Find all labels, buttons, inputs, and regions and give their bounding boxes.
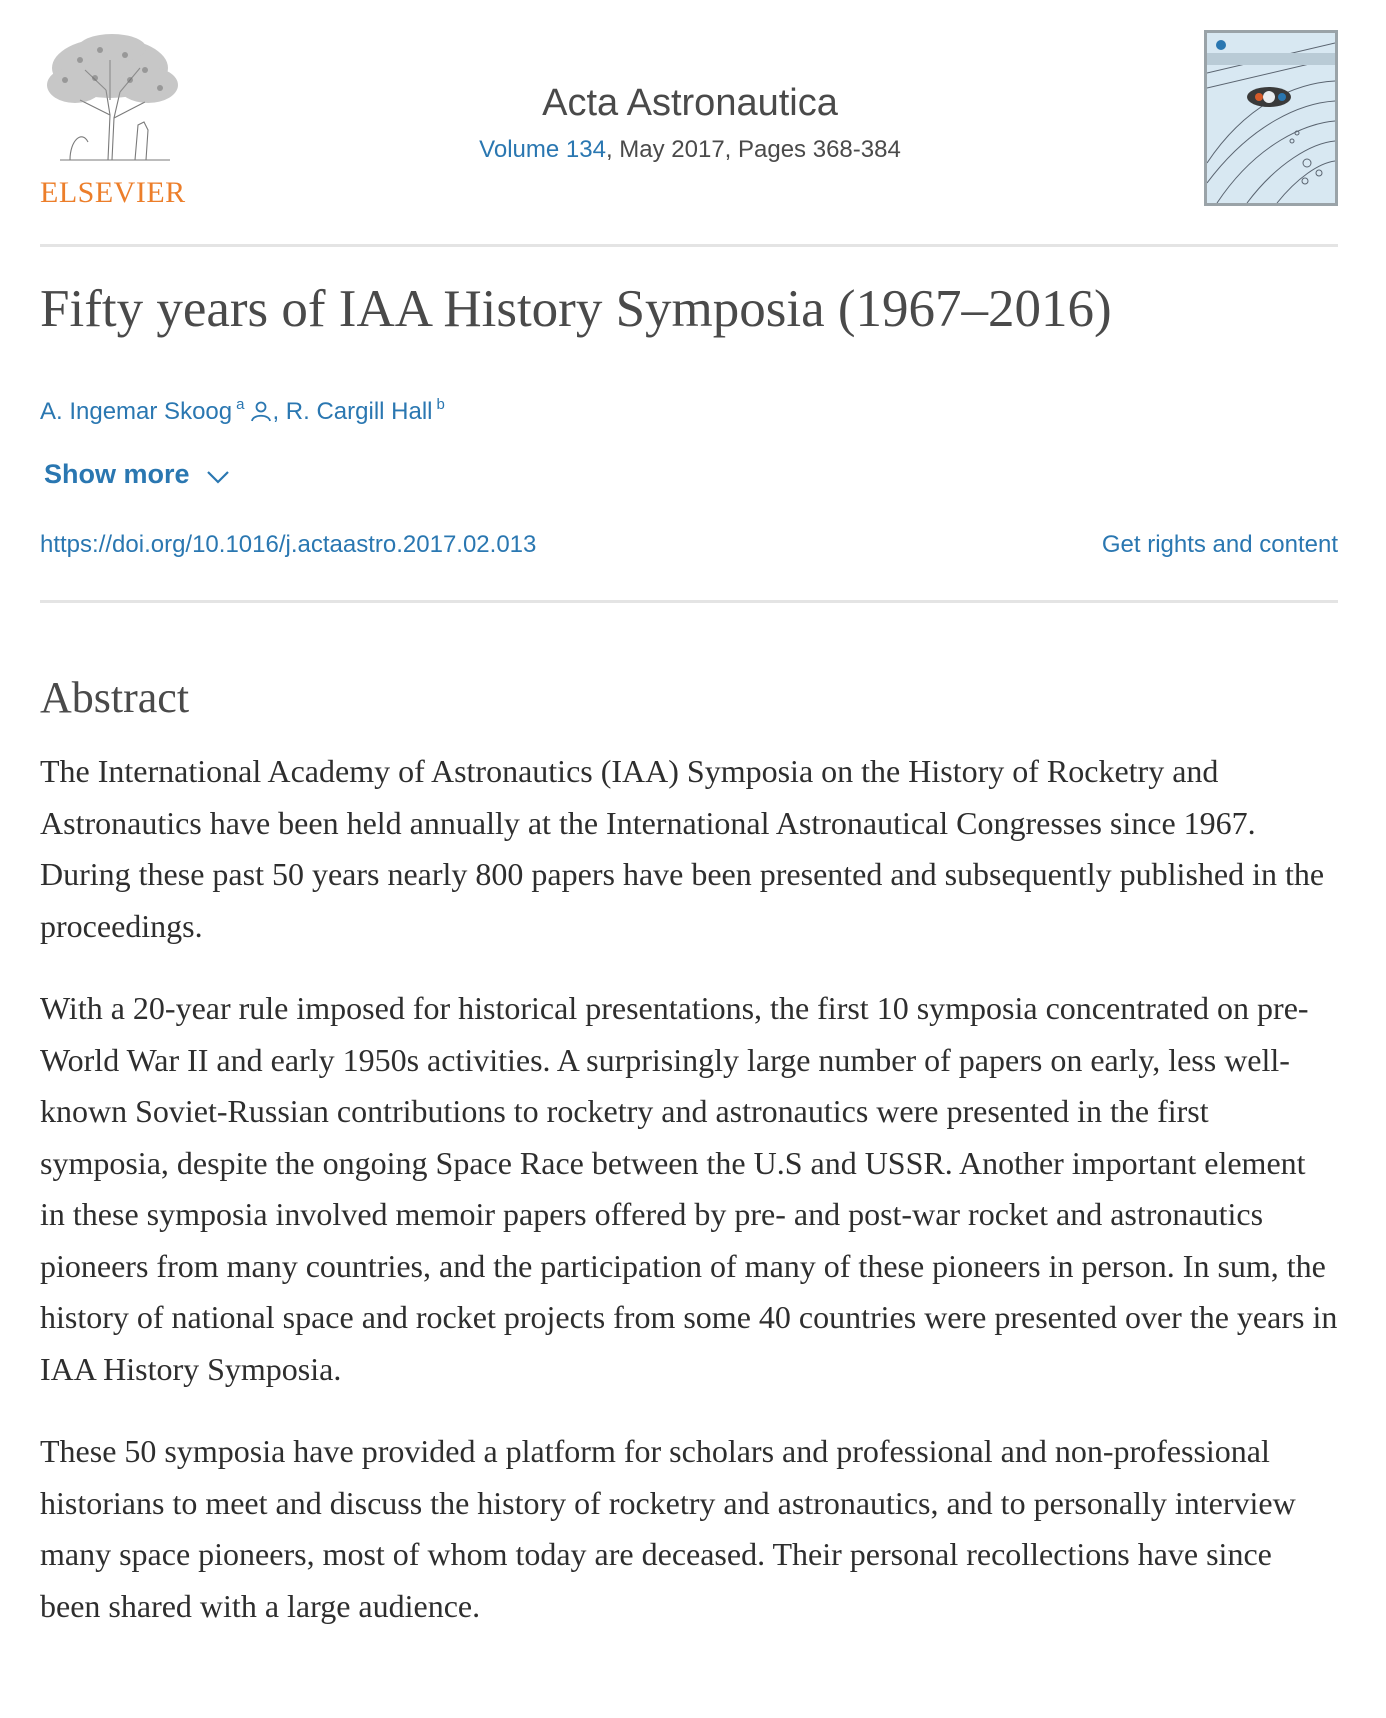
abstract-heading: Abstract bbox=[40, 673, 190, 722]
issue-details: , May 2017, Pages 368-384 bbox=[605, 136, 901, 163]
author-link-skoog[interactable]: A. Ingemar Skoog bbox=[40, 398, 233, 425]
article-page bbox=[40, 0, 1338, 1718]
journal-cover-thumbnail[interactable] bbox=[1204, 30, 1338, 206]
article-title: Fifty years of IAA History Symposia (1967–2016) bbox=[40, 280, 1112, 338]
abstract-paragraph: These 50 symposia have provided a platform for scholars and professional and non-professional historians to meet and discuss the history of rocketry and astronautics, and to personally interview many space pioneers, most of whom today are deceased. Their personal recollections have since been shared with a large audience. bbox=[40, 1433, 1296, 1624]
author-affiliation-a[interactable]: a bbox=[236, 396, 245, 413]
journal-title-link[interactable]: Acta Astronautica bbox=[542, 82, 838, 124]
author-list bbox=[40, 388, 445, 432]
doi-link[interactable]: https://doi.org/10.1016/j.actaastro.2017.02.013 bbox=[40, 531, 537, 558]
journal-info bbox=[340, 80, 1040, 168]
abstract-paragraph: The International Academy of Astronautics (IAA) Symposia on the History of Rocketry and Astronautics have been held annually at the International Astronautical Congresses since 1967. During these past 50 years nearly 800 papers have been presented and subsequently published in the proceedings. bbox=[40, 753, 1325, 944]
show-more-label: Show more bbox=[44, 459, 190, 489]
header-divider bbox=[40, 244, 1338, 247]
chevron-down-icon bbox=[206, 469, 230, 485]
journal-header bbox=[40, 0, 1338, 246]
person-icon[interactable] bbox=[250, 398, 272, 432]
author-affiliation-b[interactable]: b bbox=[436, 396, 445, 413]
show-more-button[interactable] bbox=[44, 455, 230, 493]
publisher-name: ELSEVIER bbox=[40, 176, 186, 209]
get-rights-link[interactable]: Get rights and content bbox=[1101, 531, 1338, 558]
volume-link[interactable]: Volume 134 bbox=[479, 136, 606, 163]
journal-issue-info bbox=[340, 132, 1040, 168]
abstract-body bbox=[40, 746, 1338, 1663]
author-link-hall[interactable]: R. Cargill Hall bbox=[285, 398, 433, 425]
article-divider bbox=[40, 600, 1338, 603]
author-separator: , bbox=[272, 398, 286, 425]
abstract-paragraph: With a 20-year rule imposed for historical presentations, the first 10 symposia concentrated on pre-World War II and early 1950s activities. A surprisingly large number of papers on early, less well-known Soviet-Russian contributions to rocketry and astronautics were presented in the first symposia, despite the ongoing Space Race between the U.S and USSR. Another important element in these symposia involved memoir papers offered by pre- and post-war rocket and astronautics pioneers from many countries, and the participation of many of these pioneers in person. In sum, the history of national space and rocket projects from some 40 countries were presented over the years in IAA History Symposia. bbox=[40, 990, 1338, 1387]
